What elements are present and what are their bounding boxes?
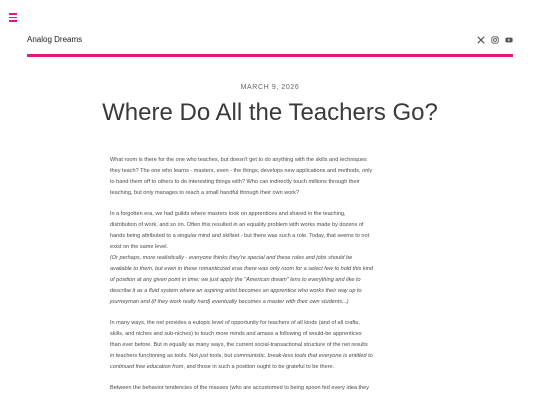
paragraph-line: skills, and niches and sub-niches) to touch more minds and amass a following of would-be apprentices bbox=[110, 331, 362, 337]
text-run: in teachers functioning as tools. Not bbox=[110, 353, 200, 359]
paragraph-4 bbox=[110, 383, 432, 394]
header-divider bbox=[27, 54, 513, 57]
italic-aside-line: journeyman and (if they work really hard) eventually becomes a master with their own students...) bbox=[110, 299, 349, 305]
hamburger-menu-icon[interactable] bbox=[9, 13, 17, 22]
paragraph-2 bbox=[110, 209, 432, 308]
paragraph-line: distribution of work, and so on. Often this resulted in an equality problem with works made by dozens of bbox=[110, 222, 364, 228]
social-links bbox=[477, 36, 513, 44]
paragraph-line: to hand them off to others to do interesting things with? Who can indirectly touch millions through their bbox=[110, 179, 360, 185]
post-title: Where Do All the Teachers Go? bbox=[102, 99, 438, 126]
paragraph-line: hands being attributed to a singular mind and skillset - but there was such a role. Today, that seems to not bbox=[110, 233, 370, 239]
text-run: , and those in such a position ought to be grateful to be there. bbox=[183, 364, 335, 370]
post-body bbox=[110, 155, 432, 404]
emphasis-text: communistic, break-less tools that everyone is entitled to bbox=[233, 353, 373, 359]
paragraph-line bbox=[110, 351, 432, 362]
x-icon[interactable] bbox=[477, 36, 485, 44]
italic-aside-line: of position at any given point in time; we just apply the "American dream" lens to everything and like to bbox=[110, 277, 361, 283]
youtube-icon[interactable] bbox=[505, 36, 513, 44]
paragraph-line: In many ways, the net provides a eutopic level of opportunity for teachers of all kinds (and of all crafts, bbox=[110, 320, 360, 326]
paragraph-line: than ever before. But in equally as many ways, the current social-transactional structure of the net results bbox=[110, 342, 368, 348]
italic-aside-line: (Or perhaps, more realistically - everyone thinks they're special and these roles and jobs should be bbox=[110, 255, 353, 261]
text-run: tools, but bbox=[208, 353, 234, 359]
paragraph-line bbox=[110, 362, 432, 373]
emphasis-text: just bbox=[199, 353, 209, 359]
instagram-icon[interactable] bbox=[491, 36, 499, 44]
site-header bbox=[27, 34, 513, 52]
italic-aside-line: available to them, but even in these romanticized eras there was only room for a select few to hold this kind bbox=[110, 266, 373, 272]
paragraph-line: In a forgotten era, we had guilds where masters took on apprentices and shared in the teaching, bbox=[110, 211, 346, 217]
paragraph-line: exist on the same level. bbox=[110, 244, 168, 250]
paragraph-line: they teach? The one who learns - masters, even - the things, develops new applications and methods, only bbox=[110, 168, 373, 174]
paragraph-line: teaching, but only manages to reach a small handful through their own work? bbox=[110, 190, 300, 196]
paragraph-line: What room is there for the one who teaches, but doesn't get to do anything with the skills and techniques bbox=[110, 157, 367, 163]
paragraph-line: Between the behavior tendencies of the masses (who are accustomed to being spoon fed every idea they bbox=[110, 385, 370, 391]
emphasis-text: continued free education from bbox=[110, 364, 184, 370]
site-title-link[interactable]: Analog Dreams bbox=[27, 35, 83, 44]
italic-aside-line: describe it as a fluid system where an aspiring artist becomes an apprentice who works their way up to bbox=[110, 288, 362, 294]
paragraph-1 bbox=[110, 155, 432, 199]
post-date: MARCH 9, 2026 bbox=[240, 84, 300, 91]
paragraph-3 bbox=[110, 318, 432, 373]
